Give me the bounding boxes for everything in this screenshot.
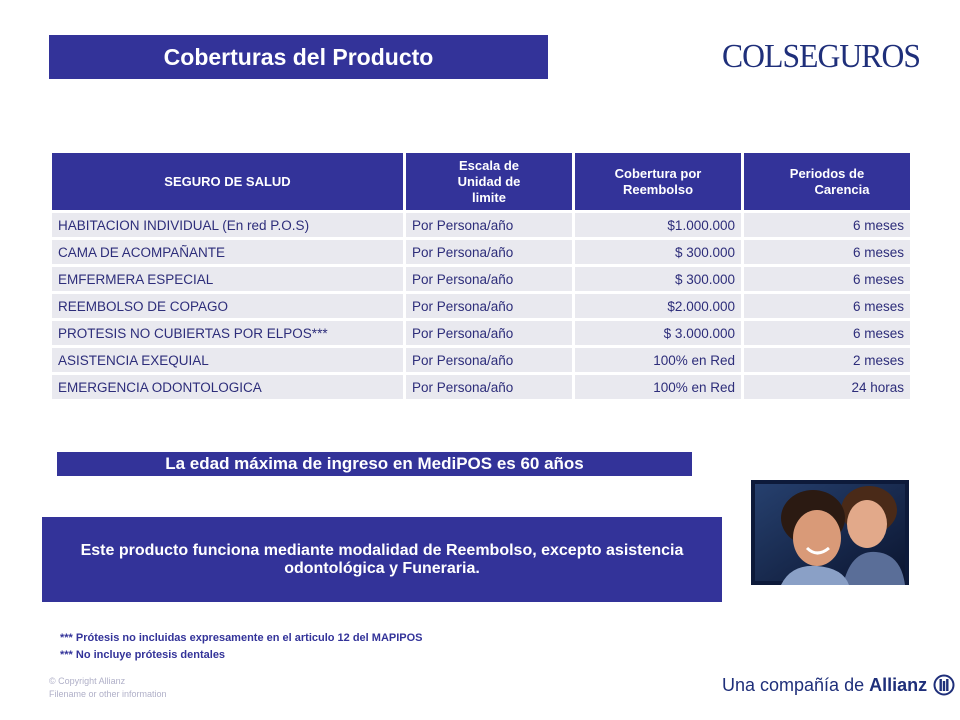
filename-line: Filename or other information xyxy=(49,689,167,699)
row-scale: Por Persona/año xyxy=(406,348,572,372)
page-title: Coberturas del Producto xyxy=(49,35,548,79)
max-age-banner: La edad máxima de ingreso en MediPOS es 60 años xyxy=(57,452,692,476)
table-row xyxy=(52,375,910,399)
row-reimbursement: 100% en Red xyxy=(575,348,741,372)
row-scale: Por Persona/año xyxy=(406,294,572,318)
table-row xyxy=(52,348,910,372)
header-periodos-carencia: Periodos de Carencia xyxy=(744,153,910,210)
table-row xyxy=(52,267,910,291)
row-waiting-period: 2 meses xyxy=(744,348,910,372)
table-row xyxy=(52,213,910,237)
table-row xyxy=(52,240,910,264)
product-note-text: Este producto funciona mediante modalidad de Reembolso, excepto asistencia odontológica y Funeraria. xyxy=(80,541,684,577)
photo-illustration xyxy=(751,480,909,585)
row-waiting-period: 6 meses xyxy=(744,240,910,264)
row-coverage-name: EMFERMERA ESPECIAL xyxy=(52,267,403,291)
family-photo xyxy=(751,480,909,585)
row-coverage-name: PROTESIS NO CUBIERTAS POR ELPOS*** xyxy=(52,321,403,345)
row-coverage-name: HABITACION INDIVIDUAL (En red P.O.S) xyxy=(52,213,403,237)
row-reimbursement: $ 3.000.000 xyxy=(575,321,741,345)
header-escala-unidad-limite: Escala de Unidad de limite xyxy=(406,153,572,210)
row-reimbursement: $ 300.000 xyxy=(575,267,741,291)
allianz-eagle-icon xyxy=(933,674,955,696)
footnote-item: *** No incluye prótesis dentales xyxy=(60,649,226,661)
row-scale: Por Persona/año xyxy=(406,240,572,264)
row-waiting-period: 6 meses xyxy=(744,267,910,291)
header-cobertura-reembolso: Cobertura por Reembolso xyxy=(575,153,741,210)
coverage-table xyxy=(49,150,913,402)
row-reimbursement: $ 300.000 xyxy=(575,240,741,264)
header-seguro-de-salud: SEGURO DE SALUD xyxy=(52,153,403,210)
allianz-prefix: Una compañía de xyxy=(722,674,865,695)
row-scale: Por Persona/año xyxy=(406,321,572,345)
footnotes xyxy=(60,630,423,664)
copyright-line: © Copyright Allianz xyxy=(49,676,126,686)
row-coverage-name: CAMA DE ACOMPAÑANTE xyxy=(52,240,403,264)
allianz-brand: Allianz xyxy=(869,674,928,695)
allianz-tagline xyxy=(722,672,955,698)
footnote-item: *** Prótesis no incluidas expresamente en el articulo 12 del MAPIPOS xyxy=(60,632,423,644)
table-row xyxy=(52,294,910,318)
row-scale: Por Persona/año xyxy=(406,267,572,291)
row-scale: Por Persona/año xyxy=(406,375,572,399)
row-waiting-period: 6 meses xyxy=(744,294,910,318)
table-row xyxy=(52,321,910,345)
row-waiting-period: 6 meses xyxy=(744,213,910,237)
table-header-row xyxy=(52,153,910,210)
row-reimbursement: $1.000.000 xyxy=(575,213,741,237)
row-reimbursement: $2.000.000 xyxy=(575,294,741,318)
row-coverage-name: EMERGENCIA ODONTOLOGICA xyxy=(52,375,403,399)
product-note-box xyxy=(42,517,722,602)
row-scale: Por Persona/año xyxy=(406,213,572,237)
row-reimbursement: 100% en Red xyxy=(575,375,741,399)
row-coverage-name: ASISTENCIA EXEQUIAL xyxy=(52,348,403,372)
row-coverage-name: REEMBOLSO DE COPAGO xyxy=(52,294,403,318)
row-waiting-period: 6 meses xyxy=(744,321,910,345)
copyright-info xyxy=(49,675,167,701)
row-waiting-period: 24 horas xyxy=(744,375,910,399)
colseguros-logo: COLSEGUROS xyxy=(722,38,921,75)
